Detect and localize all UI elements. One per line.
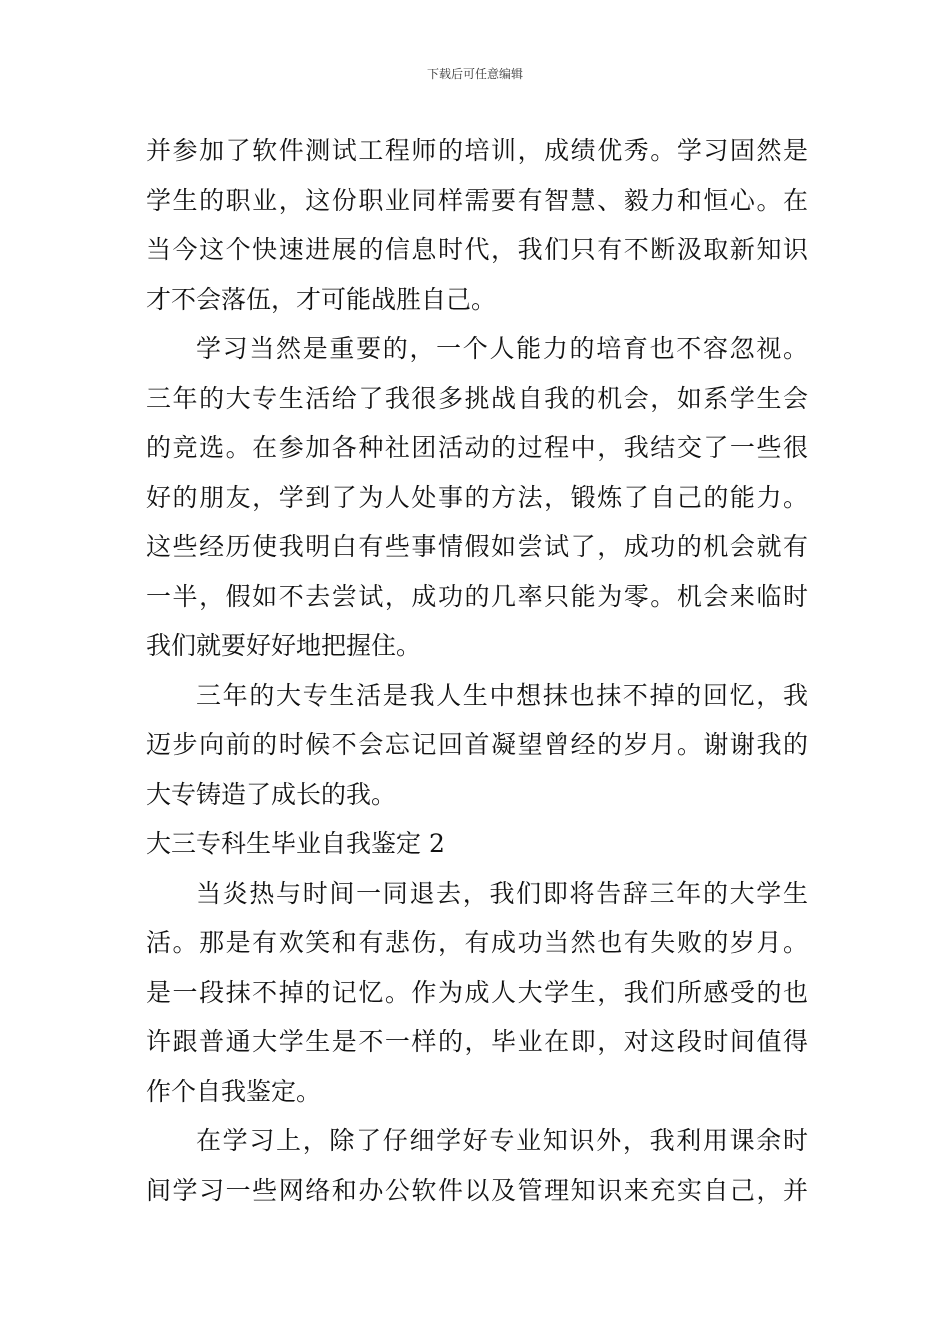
text-line: 作个自我鉴定。	[146, 1076, 322, 1106]
text-line: 活。那是有欢笑和有悲伤，有成功当然也有失败的岁月。	[146, 928, 808, 957]
text-line: 大专铸造了成长的我。	[146, 779, 397, 809]
text-line: 在学习上，除了仔细学好专业知识外，我利用课余时	[196, 1126, 808, 1155]
text-line: 大三专科生毕业自我鉴定 2	[146, 829, 445, 858]
text-line: 三年的大专生活是我人生中想抹也抹不掉的回忆，我	[196, 680, 808, 710]
page-header: 下载后可任意编辑	[426, 67, 523, 81]
text-line: 迈步向前的时候不会忘记回首凝望曾经的岁月。谢谢我的	[146, 730, 808, 759]
text-line: 间学习一些网络和办公软件以及管理知识来充实自己，并	[146, 1175, 808, 1205]
text-line: 当炎热与时间一同退去，我们即将告辞三年的大学生	[196, 878, 808, 908]
text-line: 三年的大专生活给了我很多挑战自我的机会，如系学生会	[146, 383, 808, 413]
text-line: 好的朋友，学到了为人处事的方法，锻炼了自己的能力。	[146, 482, 808, 512]
text-line: 一半，假如不去尝试，成功的几率只能为零。机会来临时	[146, 581, 808, 611]
text-line: 是一段抹不掉的记忆。作为成人大学生，我们所感受的也	[146, 977, 808, 1007]
text-line: 的竞选。在参加各种社团活动的过程中，我结交了一些很	[146, 433, 808, 462]
text-line: 并参加了软件测试工程师的培训，成绩优秀。学习固然是	[146, 136, 808, 165]
document-body	[146, 126, 808, 1215]
text-line: 这些经历使我明白有些事情假如尝试了，成功的机会就有	[146, 532, 808, 561]
text-line: 当今这个快速进展的信息时代，我们只有不断汲取新知识	[146, 235, 808, 264]
text-line: 才不会落伍，才可能战胜自己。	[146, 284, 497, 314]
text-line: 学生的职业，这份职业同样需要有智慧、毅力和恒心。在	[146, 185, 808, 215]
text-line: 学习当然是重要的，一个人能力的培育也不容忽视。	[196, 334, 808, 363]
text-line: 许跟普通大学生是不一样的，毕业在即，对这段时间值得	[146, 1027, 808, 1056]
text-line: 我们就要好好地把握住。	[146, 631, 422, 660]
